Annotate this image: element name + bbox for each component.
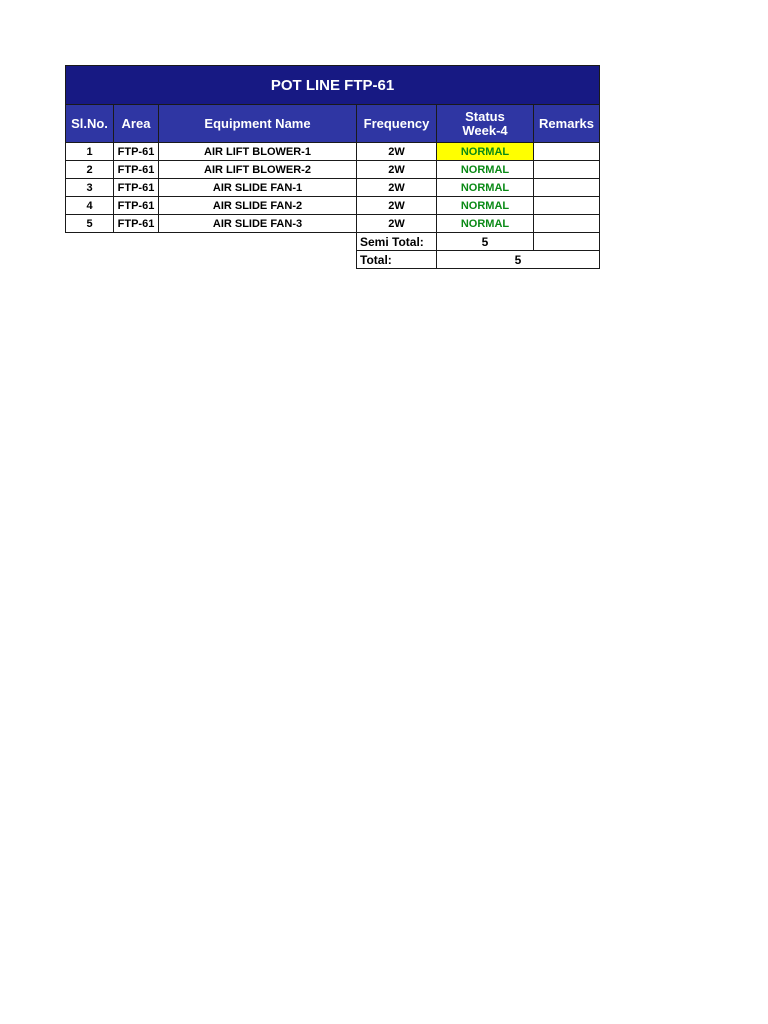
header-frequency: Frequency [357, 105, 437, 143]
table-row [66, 161, 600, 179]
cell-area: FTP-61 [114, 143, 159, 161]
header-equipment-name: Equipment Name [159, 105, 357, 143]
cell-sl-no: 4 [66, 197, 114, 215]
cell-frequency: 2W [357, 143, 437, 161]
cell-equipment: AIR LIFT BLOWER-2 [159, 161, 357, 179]
cell-remarks [534, 215, 600, 233]
cell-equipment: AIR SLIDE FAN-3 [159, 215, 357, 233]
table-row [66, 215, 600, 233]
cell-sl-no: 5 [66, 215, 114, 233]
semi-total-label: Semi Total: [357, 233, 437, 251]
header-remarks: Remarks [534, 105, 600, 143]
cell-status: NORMAL [437, 143, 534, 161]
title-row [66, 66, 600, 105]
cell-equipment: AIR LIFT BLOWER-1 [159, 143, 357, 161]
semi-total-value: 5 [437, 233, 534, 251]
cell-equipment: AIR SLIDE FAN-2 [159, 197, 357, 215]
semi-total-row [66, 233, 600, 251]
cell-sl-no: 3 [66, 179, 114, 197]
cell-frequency: 2W [357, 179, 437, 197]
report-title: POT LINE FTP-61 [66, 66, 600, 105]
total-row [66, 251, 600, 269]
cell-area: FTP-61 [114, 161, 159, 179]
table-row [66, 197, 600, 215]
cell-sl-no: 2 [66, 161, 114, 179]
cell-status: NORMAL [437, 197, 534, 215]
header-status-week: Status Week-4 [462, 108, 508, 138]
cell-area: FTP-61 [114, 215, 159, 233]
semi-total-remarks [534, 233, 600, 251]
cell-equipment: AIR SLIDE FAN-1 [159, 179, 357, 197]
cell-status: NORMAL [437, 179, 534, 197]
cell-sl-no: 1 [66, 143, 114, 161]
table-row [66, 143, 600, 161]
table-row [66, 179, 600, 197]
cell-frequency: 2W [357, 197, 437, 215]
header-row [66, 105, 600, 143]
cell-status: NORMAL [437, 161, 534, 179]
empty-cells [66, 251, 357, 269]
cell-area: FTP-61 [114, 179, 159, 197]
cell-remarks [534, 197, 600, 215]
header-status-cell [437, 105, 534, 143]
header-sl-no: Sl.No. [66, 105, 114, 143]
cell-remarks [534, 161, 600, 179]
cell-frequency: 2W [357, 161, 437, 179]
total-value: 5 [437, 251, 600, 269]
header-area: Area [114, 105, 159, 143]
empty-cells [66, 233, 357, 251]
cell-remarks [534, 179, 600, 197]
report-table [65, 65, 600, 269]
cell-status: NORMAL [437, 215, 534, 233]
total-label: Total: [357, 251, 437, 269]
cell-frequency: 2W [357, 215, 437, 233]
cell-area: FTP-61 [114, 197, 159, 215]
cell-remarks [534, 143, 600, 161]
